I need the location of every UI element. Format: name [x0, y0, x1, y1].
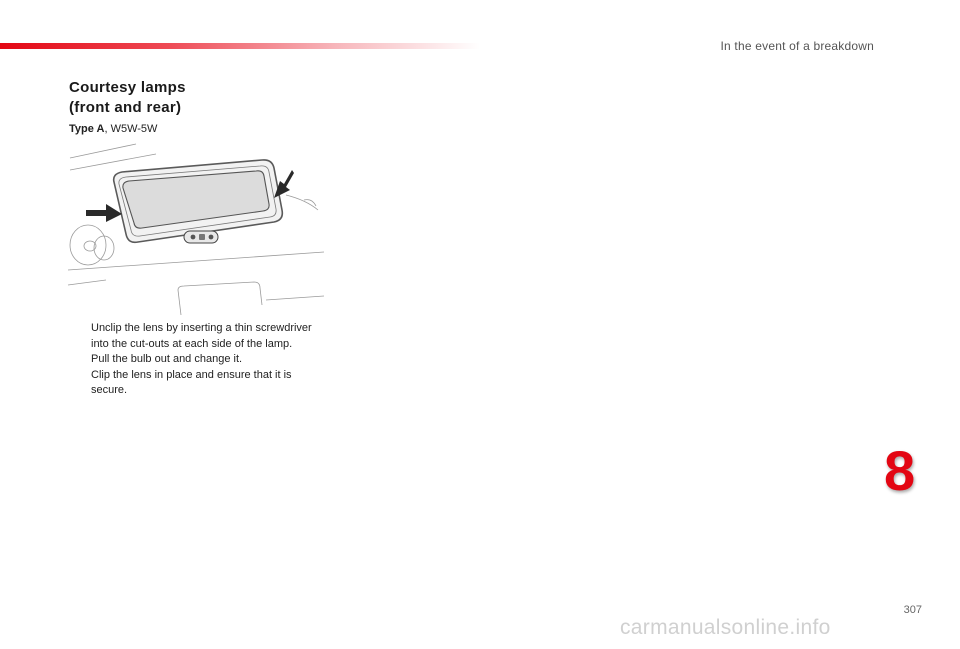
list-item — [69, 368, 324, 399]
bulb-type-label: Type A — [69, 123, 105, 135]
instruction-list — [69, 321, 324, 399]
step-text: Pull the bulb out and change it. — [91, 353, 243, 365]
page-title — [69, 78, 186, 118]
list-item — [69, 321, 324, 352]
step-text: Clip the lens in place and ensure that it is secure. — [91, 368, 292, 396]
chapter-number: 8 — [884, 439, 916, 502]
bulb-type — [69, 123, 157, 135]
courtesy-lamp-illustration — [66, 140, 328, 320]
watermark: carmanualsonline.info — [620, 616, 831, 639]
step-text: Unclip the lens by inserting a thin screwdriver into the cut-outs at each side of the lamp. — [91, 322, 312, 350]
left-arrow-icon — [86, 204, 122, 222]
page-number: 307 — [903, 604, 922, 616]
list-item — [69, 352, 324, 368]
header-accent-bar — [0, 43, 480, 49]
title-line-2: (front and rear) — [69, 99, 182, 116]
title-line-1: Courtesy lamps — [69, 79, 186, 96]
bulb-type-value: , W5W-5W — [104, 123, 158, 135]
section-header: In the event of a breakdown — [720, 39, 874, 53]
